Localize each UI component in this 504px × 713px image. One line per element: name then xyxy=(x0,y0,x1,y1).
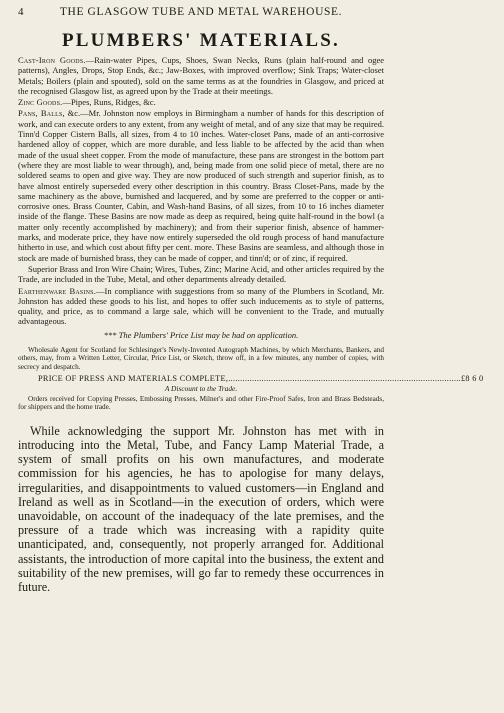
running-title: THE GLASGOW TUBE AND METAL WAREHOUSE. xyxy=(59,6,343,18)
paragraph-zinc: Zinc Goods.—Pipes, Runs, Ridges, &c. xyxy=(18,97,156,108)
paragraph-cast-iron: Cast-Iron Goods.—Rain-water Pipes, Cups, Shoes, Swan Necks, Runs (plain half-round and ogee patterns), Angles, Drops, Stop Ends, &c.; Jaw-Boxes, with improved overflow; Sink Traps; Water-closet Metals; Boilers (plain and spouted), sold on the same terms as at the foundries in Glasgow, and priced at the recognised Glasgow list, as agreed upon by the Trade at their meetings. xyxy=(18,55,384,96)
closing-section xyxy=(18,424,384,594)
price-label: PRICE OF PRESS AND MATERIALS COMPLETE, xyxy=(38,373,229,383)
paragraph-earthenware: Earthenware Basins.—In compliance with suggestions from so many of the Plumbers in Scotland, Mr. Johnston has added these goods to his list, and hopes to offer such inducements as to style of patterns, quality, and price, as to command a large sale, which will be convenient to the Trade, and mutually advantageous. xyxy=(18,285,385,327)
price-line xyxy=(38,373,484,383)
agent-block xyxy=(18,346,384,372)
lead-zinc: Zinc Goods. xyxy=(18,97,63,108)
running-header xyxy=(18,0,384,28)
price-list-note: *** The Plumbers' Price List may be had on application. xyxy=(103,329,299,340)
agent-text: Wholesale Agent for Scotland for Schlesinger's Newly-Invented Autograph Machines, by which Merchants, Bankers, and others, may, from a Written Letter, Circular, Price List, or Sketch, throw off, in a few minutes, any number of copies, with secrecy and despatch. xyxy=(18,345,384,371)
lead-earthenware: Earthenware Basins. xyxy=(18,285,97,296)
discount-line: A Discount to the Trade. xyxy=(164,383,238,393)
leader-dots: .................................................................................................. xyxy=(228,373,461,383)
paragraph-wire-chain: Superior Brass and Iron Wire Chain; Wires, Tubes, Zinc; Marine Acid, and other articles required by the Trade, are included in the Tube, Metal, and other departments already detailed. xyxy=(18,263,384,285)
orders-text: Orders received for Copying Presses, Embossing Presses, Milner's and other Fire-Proof Safes, Iron and Brass Bedsteads, for shippers and the home trade. xyxy=(18,394,384,412)
closing-paragraph: While acknowledging the support Mr. Johnston has met with in introducing into the Metal, Tube, and Fancy Lamp Material Trade, a system of small profits on his own manufactures, and moderate commission for his agencies, he has to apologise for many delays, irregularities, and disappointments to valued customers—in England and Ireland as well as in Scotland—in the execution of orders, which were unavoidable, on account of the inadequacy of the late premises, and the pressure of a trade which was increasing with a rapidity quite unanticipated, and, consequently, not properly arranged for. Additional assistants, the introduction of more capital into the business, the extent and suitability of the new premises, will go far to remedy these occurrences in future. xyxy=(18,423,384,594)
section-title: PLUMBERS' MATERIALS. xyxy=(61,30,340,51)
lead-cast-iron: Cast-Iron Goods. xyxy=(18,55,86,65)
lead-pans-balls: Pans, Balls, xyxy=(18,108,65,119)
price-amount: £8 6 0 xyxy=(460,373,484,383)
materials-list xyxy=(18,55,384,327)
page-number: 4 xyxy=(18,6,24,18)
paragraph-pans-balls: Pans, Balls, &c.—Mr. Johnston now employs in Birmingham a number of hands for this description of work, and can execute orders to any extent, from any weight of metal, and of any size that may be required. Tinn'd Copper Cistern Balls, all sizes, from 4 to 10 inches. Water-closet Pans, made of an anti-corrosive hardened alloy of copper, which are more durable, and less liable to be affected by the acid than when made of the usual sheet copper. From the mode of manufacture, these pans are strongest in the bottom part (where they are most liable to wear through), and, being made from one solid piece of metal, there are no soldered seams to open and give way. They are now produced of such strength and superior finish, as to have almost entirely superseded every other description in this country. Brass Closet-Pans, made by the same machinery as the above, burnished and lacquered, and by some are preferred to the copper or anti-corrosive ones. Brass Counter, Cabin, and Wash-hand Basins, of all sizes, from 10 to 16 inches diameter inside of the flange. These Basins are now made as deep as required, being quite half-round in the bowl (a matter only recently accomplished by machinery); and from their superior finish, absence of hammer-marks, and moderate price, they have now entirely superseded the old rough process of hand manufacture hitherto in use, and which cost about fifty per cent. more. These Basins are seamless, and although those in stock are made of burnished brass, they can be made of copper, and tinn'd; or of zinc, if required. xyxy=(18,108,384,263)
